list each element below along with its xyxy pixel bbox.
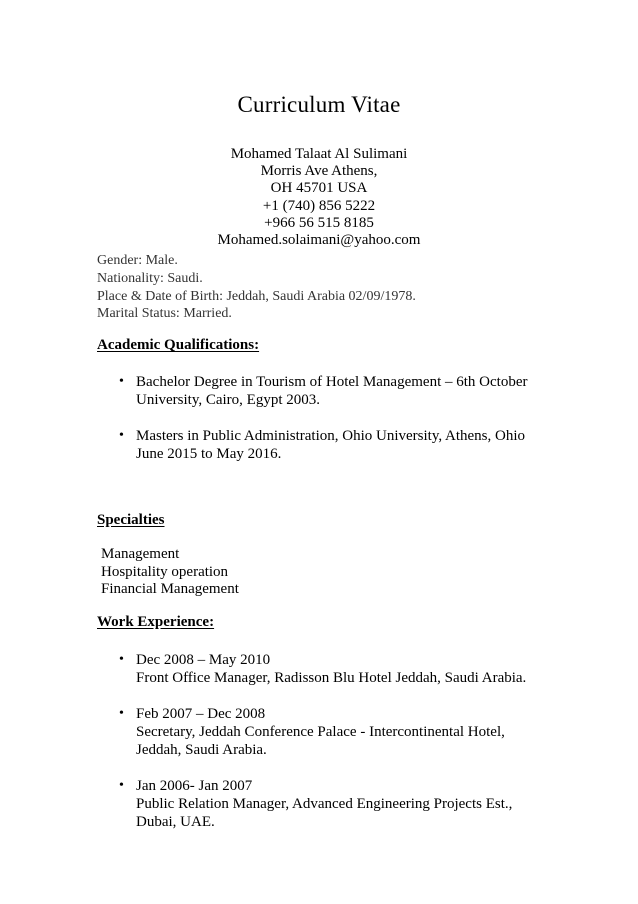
contact-name: Mohamed Talaat Al Sulimani bbox=[230, 146, 408, 162]
specialties-heading: Specialties bbox=[97, 512, 165, 528]
work-dates: Jan 2006- Jan 2007 bbox=[136, 778, 253, 794]
academic-item-line: University, Cairo, Egypt 2003. bbox=[136, 392, 321, 408]
work-item bbox=[119, 651, 559, 687]
academic-item bbox=[119, 373, 549, 409]
specialty-item: Financial Management bbox=[101, 581, 239, 598]
specialties-list bbox=[101, 546, 239, 599]
nationality: Nationality: Saudi. bbox=[97, 270, 203, 286]
academic-item-line: June 2015 to May 2016. bbox=[136, 446, 282, 462]
gender: Gender: Male. bbox=[97, 253, 178, 268]
contact-address-line-2: OH 45701 USA bbox=[270, 180, 368, 197]
bullet-icon: • bbox=[119, 778, 124, 793]
work-heading: Work Experience: bbox=[97, 614, 215, 630]
work-location: Jeddah, Saudi Arabia. bbox=[136, 742, 267, 758]
work-role: Secretary, Jeddah Conference Palace - Intercontinental Hotel, bbox=[136, 724, 505, 740]
academic-heading: Academic Qualifications: bbox=[97, 337, 260, 353]
bullet-icon: • bbox=[119, 374, 124, 389]
personal-details bbox=[97, 252, 416, 323]
bullet-icon: • bbox=[119, 652, 124, 667]
contact-phone-sa: +966 56 515 8185 bbox=[264, 214, 374, 231]
academic-item-line: Masters in Public Administration, Ohio University, Athens, Ohio bbox=[136, 428, 526, 444]
work-role: Public Relation Manager, Advanced Engineering Projects Est., bbox=[136, 796, 513, 812]
bullet-icon: • bbox=[119, 706, 124, 721]
document-title: Curriculum Vitae bbox=[237, 92, 401, 117]
contact-block bbox=[0, 146, 638, 249]
bullet-icon: • bbox=[119, 428, 124, 443]
birth-place-date: Place & Date of Birth: Jeddah, Saudi Arabia 02/09/1978. bbox=[97, 288, 416, 304]
work-dates: Dec 2008 – May 2010 bbox=[136, 652, 271, 668]
contact-email: Mohamed.solaimani@yahoo.com bbox=[217, 232, 421, 249]
work-item bbox=[119, 705, 559, 759]
marital-status: Marital Status: Married. bbox=[97, 306, 232, 322]
work-item bbox=[119, 777, 559, 831]
specialty-item: Hospitality operation bbox=[101, 563, 229, 580]
specialty-item: Management bbox=[101, 546, 180, 562]
academic-list bbox=[119, 373, 549, 463]
work-dates: Feb 2007 – Dec 2008 bbox=[136, 706, 266, 722]
academic-item-line: Bachelor Degree in Tourism of Hotel Management – 6th October bbox=[136, 374, 528, 390]
contact-phone-us: +1 (740) 856 5222 bbox=[262, 197, 376, 214]
academic-item bbox=[119, 427, 549, 463]
work-location: Dubai, UAE. bbox=[136, 814, 215, 830]
contact-address-line-1: Morris Ave Athens, bbox=[260, 163, 378, 180]
work-role: Front Office Manager, Radisson Blu Hotel Jeddah, Saudi Arabia. bbox=[136, 670, 527, 686]
work-list bbox=[119, 651, 559, 831]
